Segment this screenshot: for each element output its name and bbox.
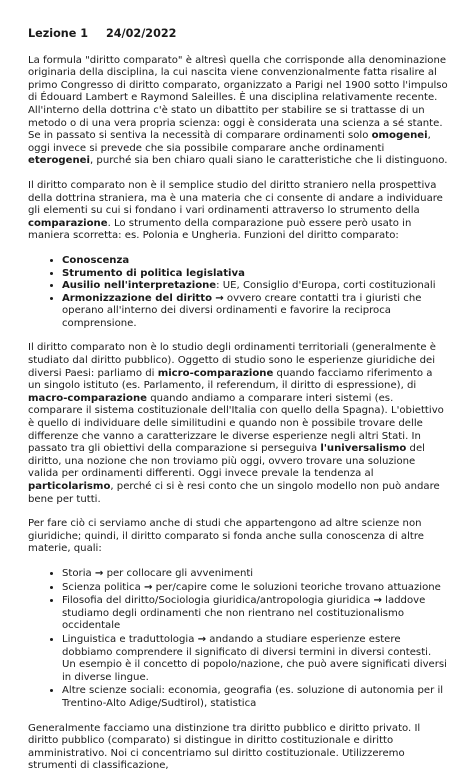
paragraph-origin bbox=[28, 55, 448, 168]
list-item bbox=[62, 595, 448, 633]
bold-term: eterogenei bbox=[28, 155, 90, 167]
bold-term: l'universalismo bbox=[320, 443, 407, 455]
text-span: Storia bbox=[62, 567, 95, 579]
list-item bbox=[62, 685, 448, 710]
paragraph-public-private: Generalmente facciamo una distinzione tra diritto pubblico e diritto privato. Il diritto pubblico (comparato) si distingue in diritto costituzionale e diritto amministrativo. Noi ci concentriamo sul diritto costituzionale. Utilizzeremo strumenti di classificazione, bbox=[28, 722, 421, 772]
lesson-title: Lezione 1 bbox=[28, 27, 88, 40]
bold-term: omogenei bbox=[371, 130, 428, 142]
text-span: . Lo strumento della comparazione può essere però usato in maniera scorretta: es. Polonia e Ungheria. Funzioni del diritto comparato: bbox=[28, 217, 412, 242]
paragraph-comparison bbox=[28, 342, 448, 506]
arrow-icon: → bbox=[197, 633, 207, 645]
list-item bbox=[62, 293, 448, 331]
bold-term: Ausilio nell'interpretazione bbox=[62, 280, 217, 292]
text-span: Il diritto comparato non è il semplice studio del diritto straniero nella prospettiva della dottrina straniera, ma è una materia che ci consente di andare a individuare gli elementi su cui si fondano i vari ordinamenti attraverso lo strumento della bbox=[28, 179, 443, 217]
bold-term: Strumento di politica legislativa bbox=[62, 267, 245, 279]
text-span: del diritto, una nozione che non troviamo più oggi, ovvero trovare una soluzione valida per ordinamenti differenti. Oggi invece prevale la tendenza al bbox=[28, 443, 425, 480]
text-span: Linguistica e traduttologia bbox=[62, 633, 198, 645]
list-item bbox=[62, 582, 448, 595]
lesson-date: 24/02/2022 bbox=[105, 27, 177, 40]
bold-term: Conoscenza bbox=[62, 254, 130, 266]
text-span: , perché ci si è resi conto che un singolo modello non può andare bene per tutti. bbox=[28, 481, 440, 505]
text-span: ovvero creare contatti tra i giuristi che operano all'interno dei diversi ordinamenti e favorire la reciproca comprensione. bbox=[62, 292, 422, 329]
text-span: andando a studiare esperienze estere dobbiamo comprendere il significato di diversi termini in diversi contesti. Un esempio è il concetto di popolo/nazione, che può avere significati diversi in diverse lingue. bbox=[62, 633, 447, 683]
bold-term: Armonizzazione del diritto bbox=[62, 292, 213, 304]
list-item bbox=[62, 568, 448, 581]
text-span: quando andiamo a comparare interi sistemi (es. comparare il sistema costituzionale dell'Italia con quello della Spagna). L'obiettivo è quello di individuare delle similitudini e quando non è possibile trovare delle differenze che vanno a caratterizzare le diverse esperienze negli altri Stati. In passato tra gli obiettivi della comparazione si perseguiva bbox=[28, 392, 444, 455]
text-span: , oggi invece si prevede che sia possibile comparare anche ordinamenti bbox=[28, 130, 431, 154]
lesson-header bbox=[28, 28, 448, 41]
text-span: Il diritto comparato non è lo studio degli ordinamenti territoriali (generalmente è studiato dal diritto pubblico). Oggetto di studio sono le esperienze giuridiche dei diversi Paesi: parliamo di bbox=[28, 342, 436, 379]
text-span: Filosofia del diritto/Sociologia giuridica/antropologia giuridica bbox=[62, 595, 374, 607]
list-item bbox=[62, 268, 448, 281]
functions-list bbox=[28, 255, 448, 331]
paragraph-definition bbox=[28, 180, 448, 243]
arrow-icon: → bbox=[143, 581, 153, 593]
text-span: Scienza politica bbox=[62, 581, 144, 593]
text-span: quando facciamo riferimento a un singolo istituto (es. Parlamento, il referendum, il diritto di espressione), di bbox=[28, 367, 433, 392]
list-item bbox=[62, 634, 448, 684]
bold-term: macro-comparazione bbox=[28, 392, 147, 404]
arrow-icon: → bbox=[373, 595, 382, 607]
text-span: Altre scienze sociali: economia, geografia (es. soluzione di autonomia per il Trentino-Alto Adige/Sudtirol), statistica bbox=[62, 685, 444, 709]
text-span: per collocare gli avvenimenti bbox=[103, 567, 254, 579]
bold-term: comparazione bbox=[28, 217, 108, 229]
text-span: , purché sia ben chiaro quali siano le caratteristiche che li distinguono. bbox=[90, 155, 448, 167]
text-span: : UE, Consiglio d'Europa, corti costituzionali bbox=[216, 280, 436, 292]
bold-term: particolarismo bbox=[28, 481, 111, 492]
list-item bbox=[62, 255, 448, 268]
sciences-list bbox=[28, 568, 448, 711]
paragraph-other-sciences: Per fare ciò ci serviamo anche di studi che appartengono ad altre scienze non giuridiche; quindi, il diritto comparato si fonda anche sulla conoscenza di altre materie, quali: bbox=[28, 518, 425, 555]
text-span: La formula "diritto comparato" è altresì quella che corrisponde alla denominazione originaria della disciplina, la cui nascita viene convenzionalmente fatta risalire al primo Congresso di diritto comparato, organizzato a Parigi nel 1900 sotto l'impulso di Édouard Lambert e Raymond Saleilles. È una disciplina relativamente recente. All'interno della dottrina c'è stato un dibattito per stabilire se si trattasse di un metodo o di una vera propria scienza: oggi è considerata una scienza a sé stante. Se in passato si sentiva la necessità di comparare ordinamenti solo bbox=[28, 54, 448, 142]
bold-term: micro-comparazione bbox=[157, 367, 274, 379]
text-span: laddove studiamo degli ordinamenti che non rientrano nel costituzionalismo occidentale bbox=[62, 595, 426, 632]
text-span: per/capire come le soluzioni teoriche trovano attuazione bbox=[152, 581, 441, 593]
arrow-icon: → bbox=[94, 567, 104, 579]
list-item bbox=[62, 280, 448, 293]
arrow-icon: → bbox=[215, 292, 224, 304]
